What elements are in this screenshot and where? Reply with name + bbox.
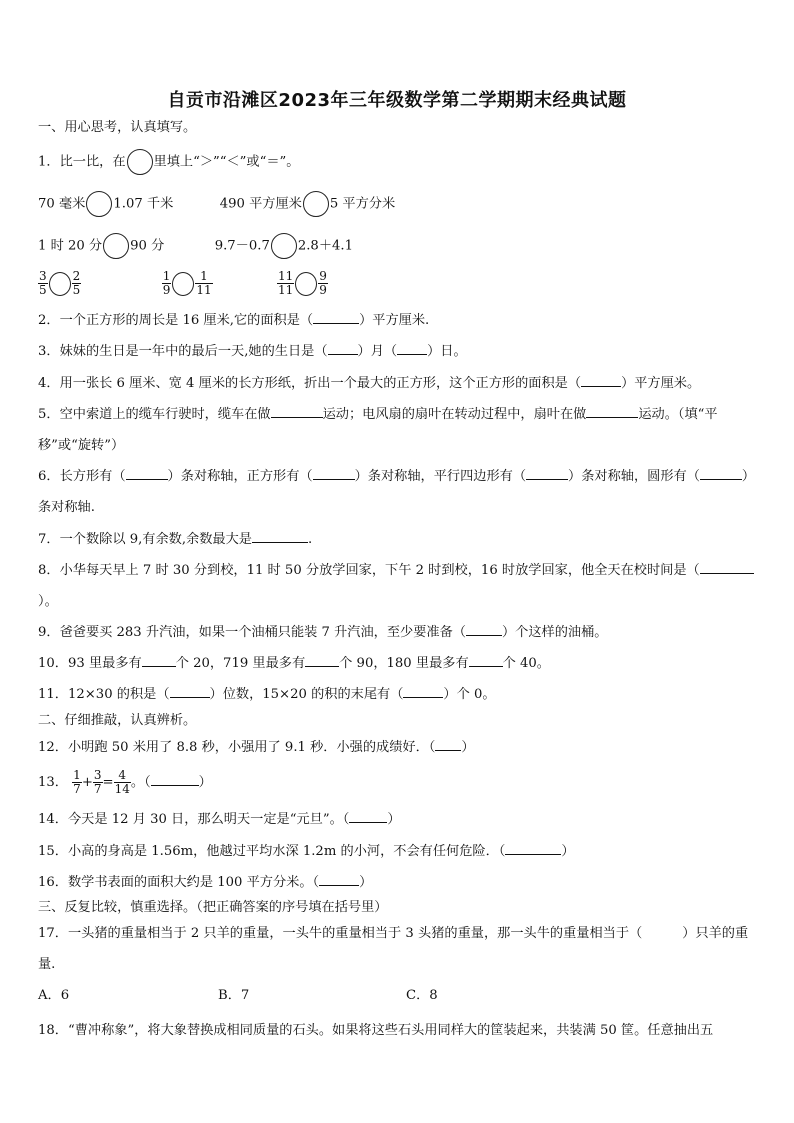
answer-blank[interactable] [349, 810, 387, 823]
question-number: 4． [38, 376, 60, 391]
question-number: 17． [38, 926, 68, 941]
question-12 [38, 738, 764, 757]
question-text: 一个数除以 9,有余数,余数最大是 [59, 532, 252, 547]
answer-blank[interactable] [700, 467, 742, 480]
question-8 [38, 555, 764, 617]
fraction: $\frac{2}{5}$ [72, 269, 81, 297]
question-text: 个 40。 [502, 656, 550, 671]
answer-blank[interactable] [151, 773, 199, 786]
question-number: 12． [38, 740, 68, 755]
q1-row-3 [38, 270, 764, 302]
fraction: $\frac{4}{14}$ [114, 768, 130, 796]
question-text: 今天是 12 月 30 日，那么明天一定是“元旦”。（ [67, 812, 350, 827]
question-number: 18． [38, 1023, 68, 1038]
answer-blank[interactable] [397, 342, 427, 355]
question-4 [38, 374, 764, 393]
compare-circle[interactable] [303, 191, 329, 217]
compare-right: 2.8＋4.1 [297, 238, 353, 254]
question-text: 小明跑 50 米用了 8.8 秒，小强用了 9.1 秒．小强的成绩好．（ [67, 740, 436, 755]
answer-blank[interactable] [319, 873, 359, 886]
answer-blank[interactable] [313, 311, 359, 324]
question-text: ）个这样的油桶。 [501, 625, 608, 640]
compare-left: 70 毫米 [38, 196, 86, 212]
question-number: 13． [38, 775, 68, 790]
question-text: ）。 [38, 594, 58, 609]
question-text: 个 20，719 里最多有 [175, 656, 306, 671]
plus-sign: + [81, 775, 93, 790]
answer-blank[interactable] [581, 374, 621, 387]
page-title: 自贡市沿滩区2023年三年级数学第二学期期末经典试题 [167, 90, 627, 111]
question-7 [38, 530, 764, 549]
question-text: ） [359, 875, 373, 890]
question-number: 7． [38, 532, 60, 547]
question-text: ） [461, 740, 475, 755]
question-13 [38, 764, 764, 802]
question-16 [38, 873, 764, 892]
question-text: 一个正方形的周长是 16 厘米,它的面积是（ [59, 313, 314, 328]
answer-blank[interactable] [170, 685, 210, 698]
question-text: 小高的身高是 1.56m，他越过平均水深 1.2m 的小河，不会有任何危险．（ [67, 844, 506, 859]
answer-blank[interactable] [403, 685, 443, 698]
question-text: 12×30 的积是（ [67, 687, 170, 702]
fraction: $\frac{11}{11}$ [278, 269, 294, 297]
q1-row-1 [38, 191, 764, 217]
compare-right: 90 分 [130, 238, 165, 254]
answer-blank[interactable] [305, 654, 339, 667]
question-number: 2． [38, 313, 60, 328]
q1-row-2 [38, 233, 764, 259]
question-text: 数学书表面的面积大约是 100 平方分米。（ [67, 875, 320, 890]
question-text: 93 里最多有 [67, 656, 142, 671]
answer-blank[interactable] [469, 654, 503, 667]
question-text: ）平方厘米. [359, 313, 430, 328]
section-heading-2: 二、仔细推敲，认真辨析。 [38, 713, 197, 728]
compare-circle[interactable] [295, 272, 317, 296]
question-1 [38, 149, 764, 175]
option-b[interactable]: B．7 [218, 988, 250, 1003]
question-text: 小华每天早上 7 时 30 分到校，11 时 50 分放学回家，下午 2 时到校，16 时放学回家，他全天在校时间是（ [59, 563, 700, 578]
question-number: 3． [38, 344, 60, 359]
question-number: 1． [38, 154, 60, 170]
fraction: $\frac{9}{9}$ [319, 269, 327, 297]
question-number: 11． [38, 687, 68, 702]
question-18 [38, 1022, 764, 1040]
question-15 [38, 842, 764, 861]
question-text: ）位数，15×20 的积的末尾有（ [209, 687, 404, 702]
question-text: . [307, 532, 313, 547]
question-5 [38, 399, 764, 461]
question-text: “曹冲称象”，将大象替换成相同质量的石头。如果将这些石头用同样大的筐装起来，共装满 50 筐。任意抽出五 [67, 1023, 714, 1038]
compare-right: 1.07 千米 [113, 196, 174, 212]
fraction: $\frac{1}{11}$ [196, 269, 212, 297]
compare-circle[interactable] [86, 191, 112, 217]
question-text: ）条对称轴，平行四边形有（ [354, 469, 527, 484]
compare-circle[interactable] [172, 272, 194, 296]
compare-left: 1 时 20 分 [38, 238, 103, 254]
compare-circle[interactable] [271, 233, 297, 259]
question-text: ）条对称轴. [38, 469, 756, 515]
option-c[interactable]: C．8 [406, 988, 438, 1003]
question-text: ） [387, 812, 401, 827]
question-text: ）月（ [357, 344, 398, 359]
fraction: $\frac{3}{5}$ [39, 269, 47, 297]
answer-blank[interactable] [126, 467, 168, 480]
question-9 [38, 623, 764, 642]
question-10 [38, 654, 764, 673]
question-text: ）只羊的重量. [38, 926, 749, 972]
question-text: ） [198, 775, 212, 790]
answer-blank[interactable] [142, 654, 176, 667]
fraction: $\frac{3}{7}$ [93, 768, 102, 796]
compare-right: 5 平方分米 [329, 196, 396, 212]
question-text: 用一张长 6 厘米、宽 4 厘米的长方形纸，折出一个最大的正方形，这个正方形的面积是（ [59, 376, 582, 391]
fraction: $\frac{1}{7}$ [73, 768, 81, 796]
option-a[interactable]: A．6 [38, 988, 70, 1003]
answer-blank[interactable] [586, 405, 638, 418]
compare-circle[interactable] [127, 149, 153, 175]
question-number: 5． [38, 407, 60, 422]
answer-blank[interactable] [271, 405, 323, 418]
question-11 [38, 685, 764, 704]
question-14 [38, 810, 764, 829]
question-text: 个 90，180 里最多有 [339, 656, 469, 671]
compare-left: 9.7－0.7 [214, 238, 270, 254]
question-number: 8． [38, 563, 60, 578]
question-text: 爸爸要买 283 升汽油，如果一个油桶只能装 7 升汽油，至少要准备（ [59, 625, 466, 640]
question-text: 里填上“＞”“＜”或“＝”。 [153, 154, 300, 170]
question-17 [38, 918, 764, 980]
question-number: 15． [38, 844, 68, 859]
question-text: ）个 0。 [443, 687, 496, 702]
question-3 [38, 342, 764, 361]
question-text: ） [561, 844, 575, 859]
answer-blank[interactable] [313, 467, 355, 480]
question-text: 一头猪的重量相当于 2 只羊的重量，一头牛的重量相当于 3 头猪的重量，那一头牛的重量相当于（ [67, 926, 643, 941]
fraction: $\frac{1}{9}$ [162, 269, 171, 297]
compare-circle[interactable] [49, 272, 71, 296]
equals-sign: = [102, 775, 114, 790]
answer-blank[interactable] [435, 738, 461, 751]
question-number: 14． [38, 812, 68, 827]
answer-blank[interactable] [700, 561, 754, 574]
q17-options [38, 987, 764, 1005]
question-2 [38, 311, 764, 330]
question-text: 。（ [130, 775, 151, 790]
question-number: 10． [38, 656, 68, 671]
question-text: 妹妹的生日是一年中的最后一天,她的生日是（ [59, 344, 328, 359]
question-text: 运动；电风扇的扇叶在转动过程中，扇叶在做 [322, 407, 587, 422]
question-text: 比一比，在 [59, 154, 126, 170]
question-6 [38, 461, 764, 523]
answer-blank[interactable] [526, 467, 568, 480]
answer-blank[interactable] [466, 623, 502, 636]
answer-blank[interactable] [328, 342, 358, 355]
answer-blank[interactable] [252, 530, 308, 543]
question-text: ）条对称轴，圆形有（ [568, 469, 700, 484]
question-text: 长方形有（ [59, 469, 126, 484]
section-heading-1: 一、用心思考，认真填写。 [38, 120, 197, 135]
question-text: 空中索道上的缆车行驶时，缆车在做 [59, 407, 271, 422]
question-number: 16． [38, 875, 68, 890]
question-text: ）平方厘米。 [621, 376, 701, 391]
question-text: ）日。 [427, 344, 467, 359]
compare-left: 490 平方厘米 [219, 196, 302, 212]
question-number: 6． [38, 469, 60, 484]
answer-blank[interactable] [505, 842, 561, 855]
question-text: 运动。（填“平移”或“旋转”） [38, 407, 718, 453]
question-text: ）条对称轴，正方形有（ [167, 469, 313, 484]
compare-circle[interactable] [103, 233, 129, 259]
question-number: 9． [38, 625, 60, 640]
section-heading-3: 三、反复比较，慎重选择。（把正确答案的序号填在括号里） [38, 900, 388, 915]
